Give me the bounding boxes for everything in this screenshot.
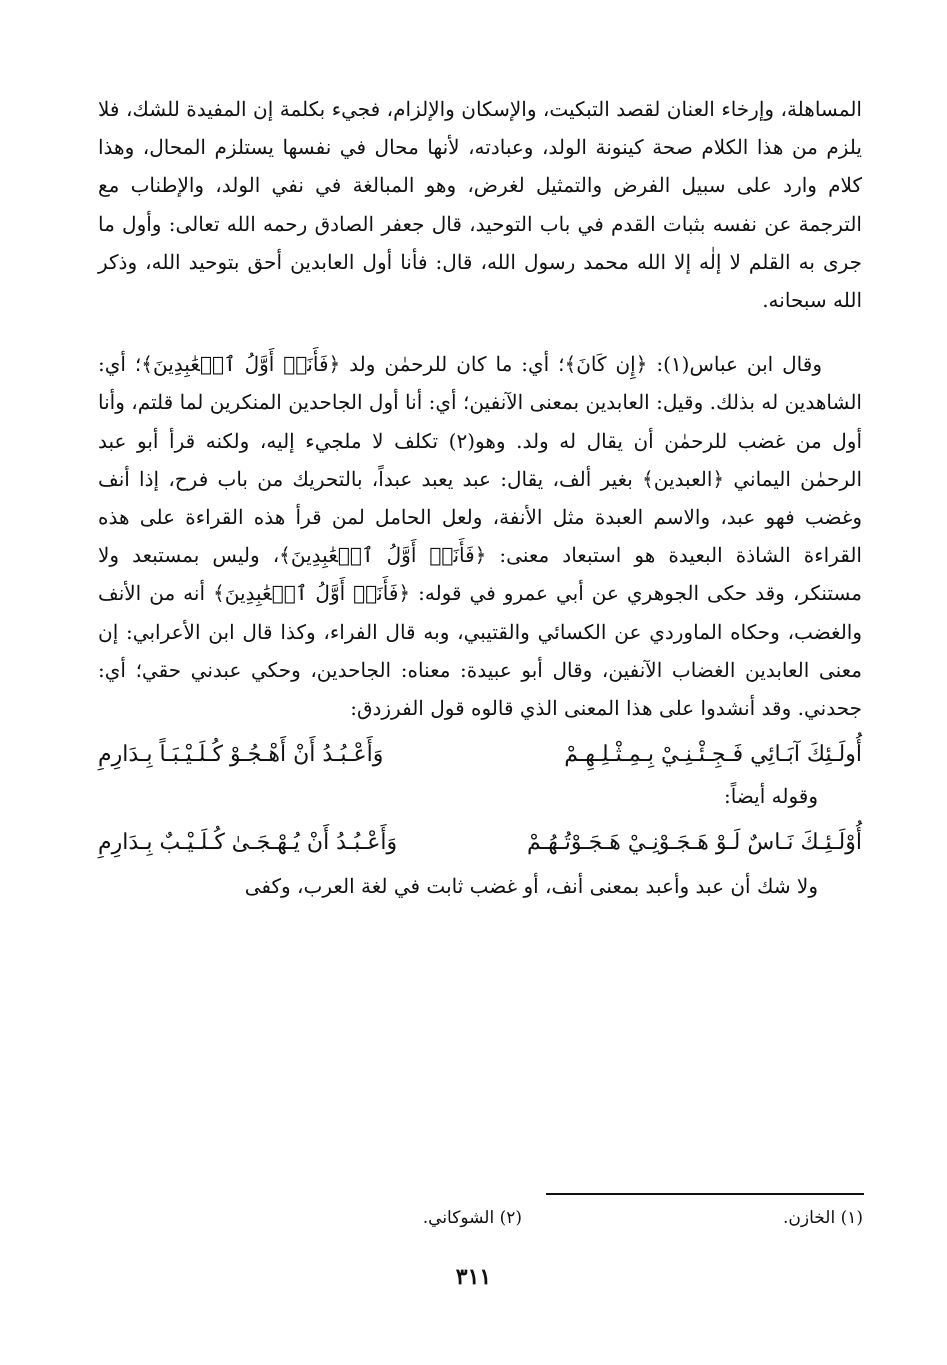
verse-2 (98, 821, 862, 865)
verse-1-second-hemistich: وَأَعْـبُـدُ أَنْ أَهْـجُـوْ كُـلَـيْـبَـاً بِـدَارِمِ (98, 742, 384, 768)
footnote-1: (١) الخازن. (783, 1208, 863, 1228)
verse-2-intro: وقوله أيضاً: (723, 784, 818, 809)
verse-2-first-hemistich: أُوْلَـئِـكَ نَـاسٌ لَـوْ هَـجَـوْنِـيْ هَـجَـوْتُـهُـمْ (527, 830, 862, 856)
paragraph-1: المساهلة، وإرخاء العنان لقصد التبكيت، والإسكان والإلزام، فجيء بكلمة إن المفيدة للشك، فلا يلزم من هذا الكلام صحة كينونة الولد، وعبادته، لأنها محال في نفسها يستلزم المحال، وهذا كلام وارد على سبيل الفرض والتمثيل لغرض، وهو المبالغة في نفي الولد، والإطناب مع الترجمة عن نفسه بثبات القدم في باب التوحيد، قال جعفر الصادق رحمه الله تعالى: وأول ما جرى به القلم لا إلٰه إلا الله محمد رسول الله، قال: فأنا أول العابدين أحق بتوحيد الله، وذكر الله سبحانه. (98, 97, 862, 313)
verse-1 (98, 733, 862, 777)
verse-1-first-hemistich: أُولَـئِكَ آبَـائِي فَـجِـئْـنِـيْ بِـمِـثْـلِـهِـمْ (564, 742, 862, 768)
page-number: ٣١١ (455, 1264, 492, 1290)
verse-2-second-hemistich: وَأَعْـبُـدُ أَنْ يُـهْـجَـىٰ كُـلَـيْـبٌ بِـدَارِمِ (98, 830, 398, 856)
paragraph-2: وقال ابن عباس(١): ﴿إِن كَانَ﴾؛ أي: ما كان للرحمٰن ولد ﴿فَأَنَا۠ أَوَّلُ ٱلۡعَٰبِدِينَ﴾؛ أي: الشاهدين له بذلك. وقيل: العابدين بمعنى الآنفين؛ أي: أنا أول الجاحدين المنكرين لما قلتم، وأنا أول من غضب للرحمٰن أن يقال له ولد. وهو(٢) تكلف لا ملجيء إليه، ولكنه قرأ أبو عبد الرحمٰن اليماني ﴿العبدين﴾ بغير ألف، يقال: عبد يعبد عبداً، بالتحريك من باب فرح، إذا أنف وغضب فهو عبد، والاسم العبدة مثل الأنفة، ولعل الحامل لمن قرأ هذه القراءة على هذه القراءة الشاذة البعيدة هو استبعاد معنى: ﴿فَأَنَا۠ أَوَّلُ ٱلۡعَٰبِدِينَ﴾، وليس بمستبعد ولا مستنكر، وقد حكى الجوهري عن أبي عمرو في قوله: ﴿فَأَنَا۠ أَوَّلُ ٱلۡعَٰبِدِينَ﴾ أنه من الأنف والغضب، وحكاه الماوردي عن الكسائي والقتيبي، وبه قال الفراء، وكذا قال ابن الأعرابي: إن معنى العابدين الغضاب الآنفين، وقال أبو عبيدة: معناه: الجاحدين، وحكي عبدني حقي؛ أي: جحدني. وقد أنشدوا على هذا المعنى الذي قالوه قول الفرزدق: (98, 352, 862, 721)
footnote-2: (٢) الشوكاني. (422, 1208, 522, 1228)
footnote-divider (546, 1193, 864, 1195)
main-text (98, 90, 862, 905)
paragraph-3: ولا شك أن عبد وأعبد بمعنى أنف، أو غضب ثابت في لغة العرب، وكفى (244, 874, 818, 899)
